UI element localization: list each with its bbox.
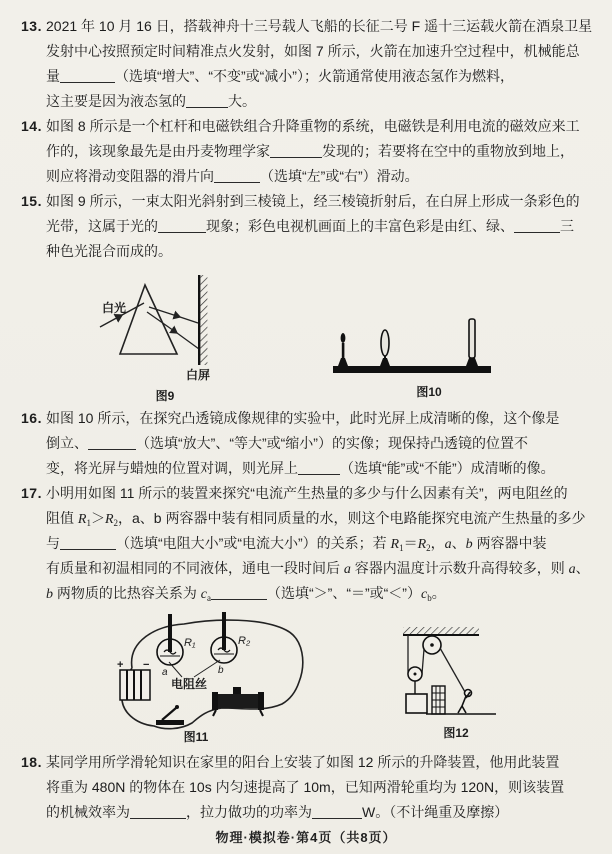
figure-11-caption: 图11 <box>183 730 209 744</box>
question-line: 种色光混合而成的。 <box>46 243 172 259</box>
question-number: 14. <box>21 118 42 134</box>
figure-9-caption: 图9 <box>155 389 175 403</box>
question-13 <box>20 14 592 114</box>
question-18 <box>20 750 592 825</box>
screen-bar <box>198 275 200 365</box>
answer-blank <box>298 461 340 475</box>
incident-ray <box>100 315 122 327</box>
battery-minus-label: − <box>143 659 150 671</box>
figure-12-caption: 图12 <box>443 726 469 740</box>
question-number: 16. <box>21 410 42 426</box>
question-body <box>46 189 592 264</box>
refracted-ray-lower <box>177 333 199 349</box>
container-a <box>157 614 183 665</box>
battery-plus-label: + <box>117 659 124 671</box>
convex-lens <box>380 330 390 366</box>
question-line: 如图 9 所示，一束太阳光斜射到三棱镜上，经三棱镜折射后，在白屏上形成一条彩色的 <box>46 193 580 209</box>
question-line: 如图 10 所示，在探究凸透镜成像规律的实验中，此时光屏上成清晰的像，这个像是 <box>46 410 560 426</box>
candle <box>338 333 348 366</box>
question-line: 与 （选填“电阻大小”或“电流大小”）的关系；若 $R_1=R_2$，a、b 两容器中装 <box>46 535 547 553</box>
screen-hatching <box>200 275 207 365</box>
figure-row-2 <box>20 606 592 750</box>
page-footer: 物理·模拟卷·第4页（共8页） <box>215 830 397 845</box>
question-number: 15. <box>21 193 42 209</box>
figure-row-1 <box>20 264 592 406</box>
question-body <box>46 481 592 606</box>
question-line: b 两物质的比热容关系为 $c_a$ （选填“＞”、“＝”或“$<”)c_b$。 <box>46 585 446 603</box>
answer-blank <box>158 219 206 233</box>
question-number: 13. <box>21 18 42 34</box>
answer-blank <box>88 436 136 450</box>
ceiling-hatching <box>403 627 479 635</box>
question-line: 则应将滑动变阻器的滑片向 （选填“左”或“右”）滑动。 <box>46 168 419 184</box>
question-body <box>46 750 592 825</box>
white-light-label: 白光 <box>102 301 127 315</box>
r1-label: R₁ <box>184 637 196 649</box>
answer-blank <box>214 169 260 183</box>
fixed-pulley <box>423 635 441 654</box>
r2-label: R₂ <box>238 635 251 647</box>
answer-blank <box>270 144 322 158</box>
figure-12-pulley-image <box>368 612 528 744</box>
question-line: 倒立、 （选填“放大”、“等大”或“缩小”）的实像；现保持凸透镜的位置不 <box>46 435 528 451</box>
container-b-label: b <box>218 665 224 676</box>
container-a-label: a <box>162 667 168 678</box>
prism-shape <box>120 285 177 354</box>
question-line: 变，将光屏与蜡烛的位置对调，则光屏上 （选填“能”或“不能”）成清晰的像。 <box>46 460 555 476</box>
question-15 <box>20 189 592 264</box>
question-14 <box>20 114 592 189</box>
answer-blank <box>130 805 186 819</box>
question-body <box>46 114 592 189</box>
question-number: 18. <box>21 754 42 770</box>
question-line: 小明用如图 11 所示的装置来探究“电流产生热量的多少与什么因素有关”，两电阻丝的 <box>46 485 568 501</box>
railing <box>432 686 445 714</box>
answer-blank <box>312 805 362 819</box>
leader-line <box>194 660 220 677</box>
question-line: 阻值 $R_1>R_2$，a、b 两容器中装有相同质量的水，则这个电路能探究电流产生热量的多少 <box>46 510 586 528</box>
question-line: 作的，该现象最先是由丹麦物理学家 发现的；若要将在空中的重物放到地上， <box>46 143 574 159</box>
question-line: 将重为 480N 的物体在 10s 内匀速提高了 10m，已知两滑轮重均为 120N，则该装置 <box>46 779 565 795</box>
figure-10-optical-bench-image <box>325 302 505 402</box>
figure-10-caption: 图10 <box>416 385 442 399</box>
question-17 <box>20 481 592 606</box>
switch <box>156 705 184 725</box>
question-body <box>46 406 592 481</box>
movable-pulley <box>408 667 422 694</box>
person <box>458 690 472 714</box>
rheostat <box>212 687 264 716</box>
figure-9-prism-image <box>75 268 225 406</box>
answer-blank <box>514 219 560 233</box>
question-line: 的机械效率为 ，拉力做功的功率为 W。（不计绳重及摩擦） <box>46 804 509 820</box>
question-line: 如图 8 所示是一个杠杆和电磁铁组合升降重物的系统，电磁铁是利用电流的磁效应来工 <box>46 118 580 134</box>
optical-bench-track <box>333 366 491 373</box>
answer-blank <box>186 94 228 108</box>
question-line: 某同学用所学滑轮知识在家里的阳台上安装了如图 12 所示的升降装置，他用此装置 <box>46 754 560 770</box>
weight-box <box>406 694 427 713</box>
answer-blank <box>211 586 267 600</box>
question-line: 光带，这属于光的 现象；彩色电视机画面上的丰富色彩是由红、绿、 三 <box>46 218 574 234</box>
question-16 <box>20 406 592 481</box>
question-number: 17. <box>21 485 42 501</box>
light-screen <box>466 319 478 366</box>
answer-blank <box>60 536 116 550</box>
question-line: 2021 年 10 月 16 日，搭载神舟十三号载人飞船的长征二号 F 遥十三运载火箭在酒泉卫星 <box>46 18 593 34</box>
figure-11-circuit-image <box>92 606 312 750</box>
question-line: 发射中心按照预定时间精准点火发射，如图 7 所示，火箭在加速升空过程中，机械能总 <box>46 43 580 59</box>
refracted-ray-upper <box>149 307 180 317</box>
battery <box>117 659 150 700</box>
refracted-ray-upper <box>180 317 198 323</box>
resistance-wire-label: 电阻丝 <box>171 677 208 691</box>
question-body <box>46 14 592 114</box>
question-line: 有质量和初温相同的不同液体，通电一段时间后 a 容器内温度计示数升高得较多，则 a、 <box>46 560 590 577</box>
question-line: 量 （选填“增大”、“不变”或“减小”）；火箭通常使用液态氢作为燃料， <box>46 68 514 84</box>
question-line: 这主要是因为液态氢的 大。 <box>46 93 256 109</box>
white-screen-label: 白屏 <box>186 368 211 382</box>
answer-blank <box>60 69 115 83</box>
